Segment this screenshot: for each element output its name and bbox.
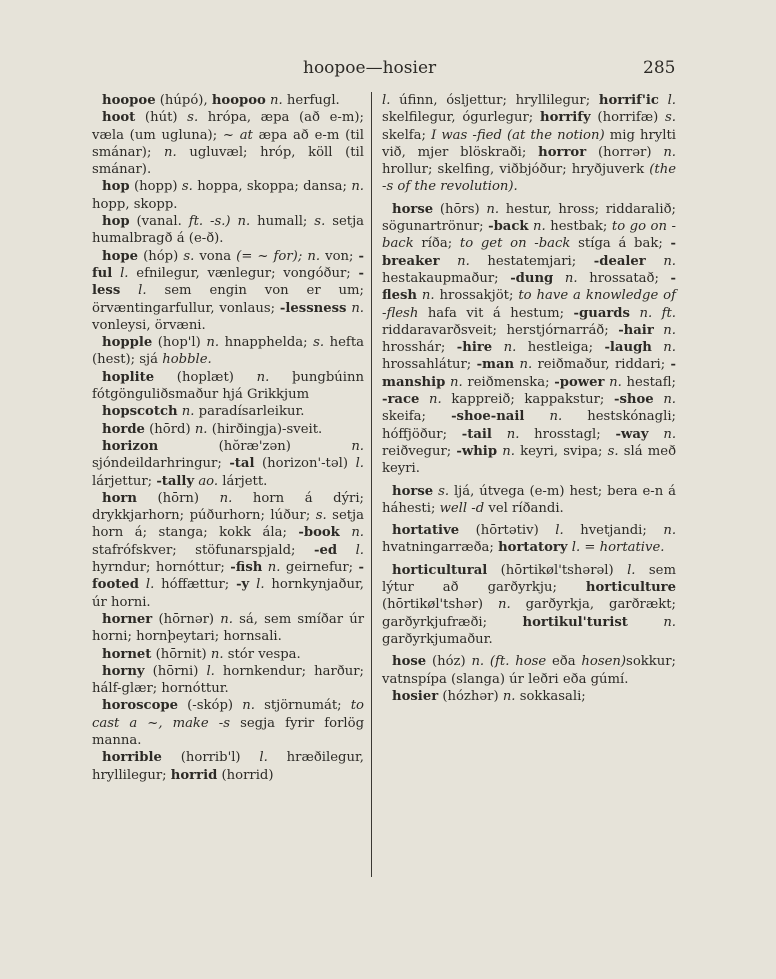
dictionary-entry: horn (hōrn) n. horn á dýri; drykkjarhorn; púðurhorn; lúður; s. setja horn á; stanga; kokk ála; -book n. stafrófskver; stöfunarspjald; -ed l. hyrndur; hornóttur; -fish n. geirnefur; -footed l. hóffættur; -y l. hornkynjaður, úr horni.	[92, 490, 365, 610]
dictionary-entry: hoplite (hoplæt) n. þungbúinn fótgönguliðsmaður hjá Grikkjum	[92, 369, 364, 403]
dictionary-entry: horner (hōrnər) n. sá, sem smíðar úr horni; hornþeytari; hornsali.	[92, 611, 365, 645]
left-column	[92, 92, 364, 784]
dictionary-entry: horrible (horrib'l) l. hræðilegur, hryllilegur; horrid (horrid)	[92, 750, 365, 783]
dictionary-entry: hop (vanal. ft. -s.) n. humall; s. setja humalbragð á (e-ð).	[92, 214, 365, 247]
column-divider	[371, 92, 372, 877]
dictionary-entry: horse s. ljá, útvega (e-m) hest; bera e-n á háhesti; well -d vel ríðandi.	[382, 483, 676, 516]
header-guide-words: hoopoe—hosier	[303, 58, 437, 78]
running-header	[0, 58, 776, 80]
dictionary-entry: horticultural (hōrtikøl'tshərəl) l. sem lýtur að garðyrkju; horticulture (hōrtikøl'tshər) n. garðyrkja, garðrækt; garðyrkjufræði; hortikul'turist n. garðyrkjumaður.	[382, 562, 676, 647]
dictionary-entry: horizon (hŏræ'zən) n. sjóndeildarhringur; -tal (horizon'-təl) l. lárjettur; -tally ao. lárjett.	[92, 438, 364, 489]
dictionary-entry: hornet (hōrnit) n. stór vespa.	[102, 646, 301, 662]
dictionary-entry: horny (hōrni) l. hornkendur; harður; hálf-glær; hornóttur.	[92, 663, 364, 697]
dictionary-entry: horse (hōrs) n. hestur, hross; riddaralið; sögunartrönur; -back n. hestbak; to go on -back ríða; to get on -back stíga á bak; -breaker n. hestatemjari; -dealer n. hestakaupmaður; -dung n. hrossatað; -flesh n. hrossakjöt; to have a knowledge of -flesh hafa vit á hestum; -guards n. ft. riddaravarðsveit; herstjórnarráð; -hair n. hrosshár; -hire n. hestleiga; -laugh n. hrossahlátur; -man n. reiðmaður, riddari; -manship n. reiðmenska; -power n. hestafl; -race n. kappreið; kappakstur; -shoe n. skeifa; -shoe-nail n. hestskónagli; hóffjöður; -tail n. hrosstagl; -way n. reiðvegur; -whip n. keyri, svipa; s. slá með keyri.	[382, 201, 677, 477]
dictionary-entry: hope (hóp) s. vona (= ~ for); n. von; -ful l. efnilegur, vænlegur; vongóður; -less l. sem engin von er um; örvæntingarfullur, vonlaus; -lessness n. vonleysi, örvæni.	[92, 248, 365, 333]
right-column	[382, 92, 676, 705]
dictionary-entry: hop (hopp) s. hoppa, skoppa; dansa; n. hopp, skopp.	[92, 179, 364, 212]
dictionary-entry: hopple (hop'l) n. hnapphelda; s. hefta (hest); sjá hobble.	[92, 335, 364, 368]
dictionary-entry: hoot (hút) s. hrópa, æpa (að e-m); væla (um ugluna); ~ at æpa að e-m (til smánar); n. ugluvæl; hróp, köll (til smánar).	[92, 110, 364, 178]
dictionary-entry: hopscotch n. paradísarleikur.	[102, 404, 305, 420]
dictionary-entry: hortative (hōrtətiv) l. hvetjandi; n. hvatningarræða; hortatory l. = hortative.	[382, 523, 677, 556]
page-number: 285	[643, 58, 676, 78]
dictionary-entry: l. úfinn, ósljettur; hryllilegur; horrif'ic l. skelfilegur, ógurlegur; horrify (horrifæ) s. skelfa; I was -fied (at the notion) mig hrylti við, mjer blöskraði; horror (horrər) n. hrollur; skelfing, viðbjóður; hryðjuverk (the -s of the revolution).	[382, 93, 677, 195]
dictionary-entry: hosier (hózhər) n. sokkasali;	[392, 688, 586, 704]
dictionary-entry: hose (hóz) n. (ft. hose eða hosen)sokkur; vatnspípa (slanga) úr leðri eða gúmí.	[382, 654, 676, 687]
dictionary-entry: horoscope (-skóp) n. stjörnumát; to cast a ~, make -s segja fyrir forlög manna.	[92, 698, 365, 748]
dictionary-entry: hoopoe (húpó), hoopoo n. herfugl.	[102, 93, 340, 108]
dictionary-entry: horde (hōrd) n. (hirðingja)-sveit.	[102, 421, 323, 437]
